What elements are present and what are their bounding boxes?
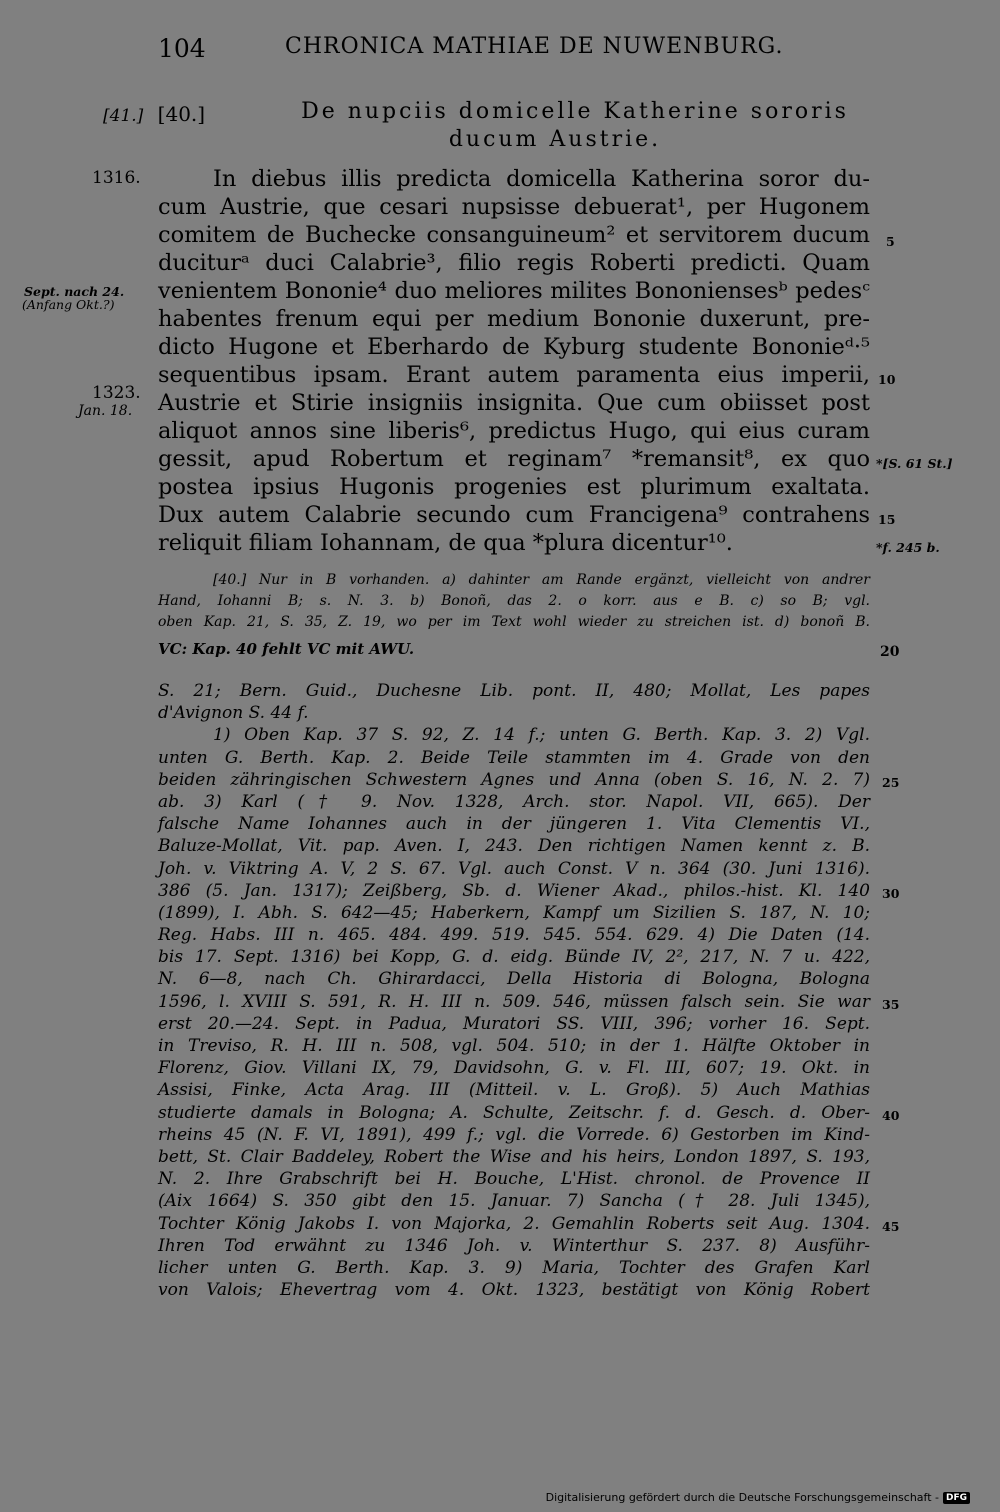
body-line: dicto Hugone et Eberhardo de Kyburg studente Bononieᵈ·⁵ — [158, 334, 870, 360]
note-line: 1596, l. XVIII S. 591, R. H. III n. 509. 546, müssen falsch sein. Sie war — [158, 991, 870, 1012]
section-title-line1: De nupciis domicelle Katherine sororis — [301, 99, 849, 124]
note-line: unten G. Berth. Kap. 2. Beide Teile stammten im 4. Grade von den — [158, 747, 870, 768]
dfg-logo: DFG — [943, 1492, 970, 1504]
body-line: Dux autem Calabrie secundo cum Francigena⁹ contrahens — [158, 502, 870, 528]
note-line: Florenz, Giov. Villani IX, 79, Davidsohn, G. v. Fl. III, 607; 19. Okt. in — [158, 1058, 870, 1079]
body-line: comitem de Buchecke consanguineum² et servitorem ducum — [158, 222, 870, 248]
body-line: cum Austrie, que cesari nupsisse debuerat¹, per Hugonem — [158, 194, 870, 220]
apparatus-line: oben Kap. 21, S. 35, Z. 19, wo per im Text wohl wieder zu streichen ist. d) bonoñ B. — [158, 614, 870, 630]
main-text — [158, 165, 870, 557]
line-number-25: 25 — [882, 775, 900, 790]
section-title — [200, 98, 910, 154]
note-line: erst 20.—24. Sept. in Padua, Muratori SS. VIII, 396; vorher 16. Sept. — [158, 1013, 870, 1034]
note-line: beiden zähringischen Schwestern Agnes und Anna (oben S. 16, N. 2. 7) — [158, 769, 870, 790]
note-line: 1) Oben Kap. 37 S. 92, Z. 14 f.; unten G. Berth. Kap. 3. 2) Vgl. — [213, 725, 870, 746]
margin-date-anfang: (Anfang Okt.?) — [22, 297, 115, 312]
line-number-40: 40 — [882, 1108, 900, 1123]
section-ids — [103, 102, 205, 126]
note-line: in Treviso, R. H. III n. 508, vgl. 504. 510; in der 1. Hälfte Oktober in — [158, 1036, 870, 1056]
note-line: N. 2. Ihre Grabschrift bei H. Bouche, L'Hist. chronol. de Provence II — [158, 1169, 870, 1190]
line-number-30: 30 — [882, 886, 900, 901]
critical-apparatus — [158, 570, 870, 633]
note-line: Baluze-Mollat, Vit. pap. Aven. I, 243. Den richtigen Namen kennt z. B. — [158, 836, 870, 857]
note-line: rheins 45 (N. F. VI, 1891), 499 f.; vgl. die Vorrede. 6) Gestorben im Kind- — [158, 1124, 870, 1145]
body-line: aliquot annos sine liberis⁶, predictus Hugo, qui eius curam — [158, 418, 870, 444]
body-line: Austrie et Stirie insigniis insignita. Que cum obiisset post — [158, 390, 870, 416]
line-number-45: 45 — [882, 1219, 900, 1234]
apparatus-line: Hand, Iohanni B; s. N. 3. b) Bonoñ, das 2. o korr. aus e B. c) so B; vgl. — [158, 593, 870, 609]
note-line: Joh. v. Viktring A. V, 2 S. 67. Vgl. auch Const. V n. 364 (30. Juni 1316). — [158, 858, 870, 879]
line-number-15: 15 — [878, 512, 896, 527]
margin-year-1323: 1323. — [92, 383, 141, 403]
apparatus-line: [40.] Nur in B vorhanden. a) dahinter am Rande ergänzt, vielleicht von andrer — [213, 572, 870, 588]
credit-text: Digitalisierung gefördert durch die Deutsche Forschungsgemeinschaft - — [545, 1491, 939, 1504]
note-line: studierte damals in Bologna; A. Schulte, Zeitschr. f. d. Gesch. d. Ober- — [158, 1102, 870, 1123]
line-number-5: 5 — [886, 234, 895, 249]
note-line: Reg. Habs. III n. 465. 484. 499. 519. 545. 554. 629. 4) Die Daten (14. — [158, 925, 870, 946]
note-line: d'Avignon S. 44 f. — [158, 703, 309, 724]
line-number-10: 10 — [878, 372, 896, 387]
note-line: S. 21; Bern. Guid., Duchesne Lib. pont. II, 480; Mollat, Les papes — [158, 681, 870, 701]
body-line: In diebus illis predicta domicella Katherina soror du- — [213, 166, 870, 192]
note-line: ab. 3) Karl († 9. Nov. 1328, Arch. stor. Napol. VII, 665). Der — [158, 791, 870, 812]
section-alt-number: [41.] — [103, 106, 144, 126]
section-number: [40.] — [157, 102, 206, 126]
digitization-credit — [546, 1491, 970, 1504]
note-line: (Aix 1664) S. 350 gibt den 15. Januar. 7) Sancha († 28. Juli 1345), — [158, 1191, 870, 1212]
vc-note: VC: Kap. 40 fehlt VC mit AWU. — [158, 640, 415, 658]
body-line: venientem Bononie⁴ duo meliores milites Bononiensesᵇ pedesᶜ — [158, 278, 870, 304]
note-line: licher unten G. Berth. Kap. 3. 9) Maria, Tochter des Grafen Karl — [158, 1257, 870, 1278]
line-number-35: 35 — [882, 997, 900, 1012]
note-line: bett, St. Clair Baddeley, Robert the Wise and his heirs, London 1897, S. 193, — [158, 1146, 870, 1167]
margin-ref-f245: *f. 245 b. — [876, 540, 940, 555]
note-line: Assisi, Finke, Acta Arag. III (Mitteil. v. L. Groß). 5) Auch Mathias — [158, 1080, 870, 1101]
note-line: Tochter König Jakobs I. von Majorka, 2. Gemahlin Roberts seit Aug. 1304. — [158, 1213, 870, 1234]
note-line: 386 (5. Jan. 1317); Zeißberg, Sb. d. Wiener Akad., philos.-hist. Kl. 140 — [158, 880, 870, 901]
running-title: CHRONICA MATHIAE DE NUWENBURG. — [285, 34, 784, 59]
margin-date-sept: Sept. nach 24. — [24, 284, 125, 299]
body-line: gessit, apud Robertum et reginam⁷ *remansit⁸, ex quo — [158, 446, 870, 472]
line-number-20: 20 — [880, 644, 900, 660]
margin-ref-s61: *[S. 61 St.] — [876, 456, 953, 471]
body-line: duciturᵃ duci Calabrie³, filio regis Roberti predicti. Quam — [158, 250, 870, 276]
note-line: (1899), I. Abh. S. 642—45; Haberkern, Kampf um Sizilien S. 187, N. 10; — [158, 902, 870, 923]
body-line: habentes frenum equi per medium Bononie duxerunt, pre- — [158, 306, 870, 332]
margin-year-1316: 1316. — [92, 168, 141, 188]
note-line: falsche Name Iohannes auch in der jüngeren 1. Vita Clementis VI., — [158, 814, 870, 835]
section-title-line2: ducum Austrie. — [448, 127, 662, 152]
footnotes — [158, 680, 870, 1301]
body-line: postea ipsius Hugonis progenies est plurimum exaltata. — [158, 474, 870, 500]
page-number: 104 — [158, 34, 206, 63]
body-line: sequentibus ipsam. Erant autem paramenta eius imperii, — [158, 362, 870, 388]
note-line: N. 6—8, nach Ch. Ghirardacci, Della Historia di Bologna, Bologna — [158, 969, 870, 990]
margin-date-jan: Jan. 18. — [78, 403, 133, 419]
note-line: Ihren Tod erwähnt zu 1346 Joh. v. Winterthur S. 237. 8) Ausführ- — [158, 1235, 870, 1256]
note-line: von Valois; Ehevertrag vom 4. Okt. 1323, bestätigt von König Robert — [158, 1280, 870, 1301]
body-line: reliquit filiam Iohannam, de qua *plura dicentur¹⁰. — [158, 530, 733, 556]
note-line: bis 17. Sept. 1316) bei Kopp, G. d. eidg. Bünde IV, 2², 217, N. 7 u. 422, — [158, 947, 870, 968]
